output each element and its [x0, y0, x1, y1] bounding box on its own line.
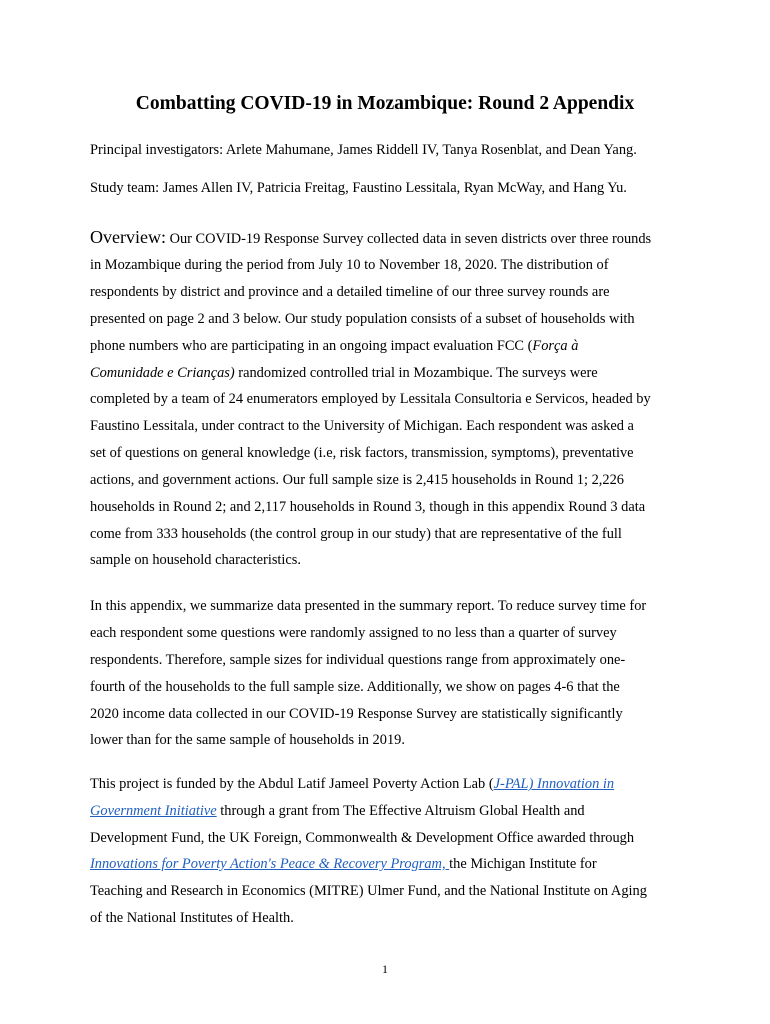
para3-line-3: Development Fund, the UK Foreign, Commonwealth & Development Office awarded through — [90, 830, 635, 846]
overview-line-5: phone numbers who are participating in an ongoing impact evaluation FCC (Força à — [90, 338, 579, 354]
overview-line-1: Overview: Our COVID-19 Response Survey collected data in seven districts over three rounds — [90, 227, 652, 247]
document-title: Combatting COVID-19 in Mozambique: Round 2 Appendix — [135, 93, 635, 114]
overview-line-6: Comunidade e Crianças) randomized controlled trial in Mozambique. The surveys were — [90, 365, 598, 381]
para3-line-2: Government Initiative through a grant from The Effective Altruism Global Health and — [90, 803, 585, 819]
para3-line-5: Teaching and Research in Economics (MITRE) Ulmer Fund, and the National Institute on Aging — [90, 883, 647, 899]
page-number: 1 — [382, 962, 388, 976]
investigators-line: Principal investigators: Arlete Mahumane, James Riddell IV, Tanya Rosenblat, and Dean Yang. — [90, 142, 637, 158]
para2-line-6: lower than for the same sample of households in 2019. — [90, 732, 405, 748]
overview-line-12: come from 333 households (the control group in our study) that are representative of the full — [90, 526, 622, 542]
government-initiative-link[interactable]: Government Initiative — [90, 803, 217, 819]
para2-line-2: each respondent some questions were randomly assigned to no less than a quarter of survey — [90, 625, 617, 641]
ipa-peace-recovery-link[interactable]: Innovations for Poverty Action's Peace & Recovery Program, — [90, 856, 450, 872]
jpal-link[interactable]: J-PAL) Innovation in — [493, 776, 615, 792]
overview-line-7: completed by a team of 24 enumerators employed by Lessitala Consultoria e Servicos, headed by — [90, 391, 651, 407]
para3-line-6: of the National Institutes of Health. — [90, 910, 294, 926]
para3-line-4: Innovations for Poverty Action's Peace & Recovery Program, the Michigan Institute for — [90, 856, 597, 872]
overview-line-10: actions, and government actions. Our full sample size is 2,415 households in Round 1; 2,226 — [90, 472, 624, 488]
para2-line-3: respondents. Therefore, sample sizes for individual questions range from approximately one- — [90, 652, 626, 668]
overview-line-9: set of questions on general knowledge (i.e, risk factors, transmission, symptoms), preventative — [90, 445, 634, 461]
para2-line-1: In this appendix, we summarize data presented in the summary report. To reduce survey time for — [90, 598, 647, 614]
para2-line-5: 2020 income data collected in our COVID-19 Response Survey are statistically significantly — [90, 706, 623, 722]
overview-line-11: households in Round 2; and 2,117 households in Round 3, though in this appendix Round 3 data — [90, 499, 646, 515]
overview-line-8: Faustino Lessitala, under contract to the University of Michigan. Each respondent was asked a — [90, 418, 634, 434]
overview-label: Overview: — [90, 227, 166, 247]
overview-line-2: in Mozambique during the period from July 10 to November 18, 2020. The distribution of — [90, 257, 609, 273]
overview-line-3: respondents by district and province and a detailed timeline of our three survey rounds are — [90, 284, 610, 300]
overview-line-4: presented on page 2 and 3 below. Our study population consists of a subset of households with — [90, 311, 635, 327]
para3-line-1: This project is funded by the Abdul Latif Jameel Poverty Action Lab (J-PAL) Innovation in — [90, 776, 615, 792]
para2-line-4: fourth of the households to the full sample size. Additionally, we show on pages 4-6 that the — [90, 679, 620, 695]
study-team-line: Study team: James Allen IV, Patricia Freitag, Faustino Lessitala, Ryan McWay, and Hang Yu. — [90, 180, 627, 196]
overview-line-13: sample on household characteristics. — [90, 552, 301, 568]
